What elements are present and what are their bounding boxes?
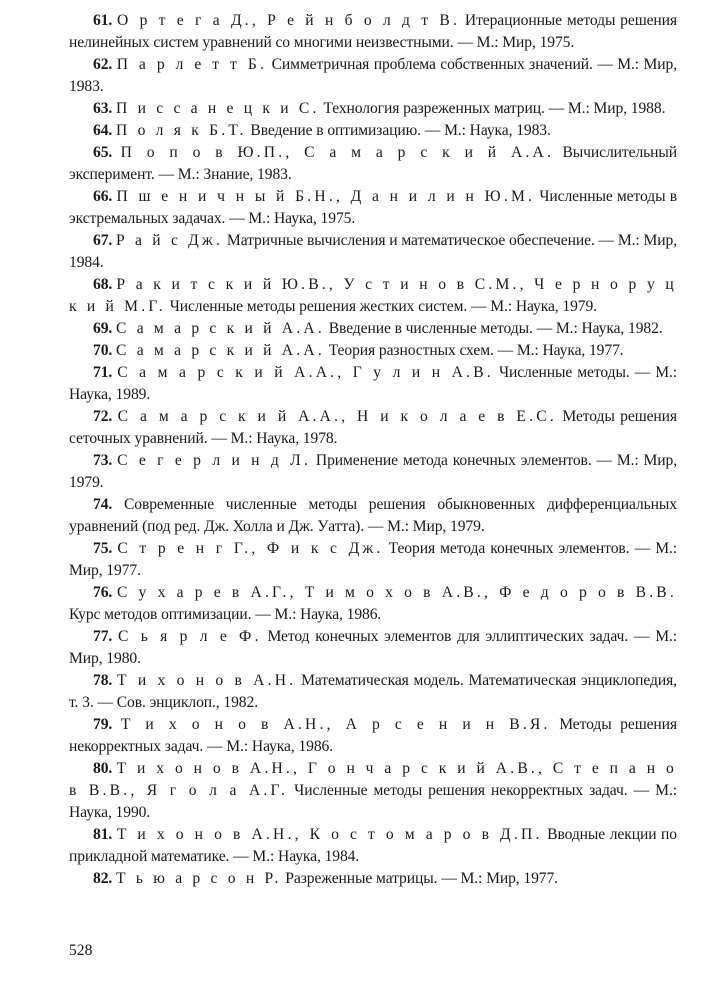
- reference-number: 75.: [93, 540, 113, 557]
- reference-entry: [69, 670, 677, 714]
- reference-number: 68.: [93, 276, 113, 293]
- reference-authors: С а м а р с к и й А.А., Н и к о л а е в Е.С.: [117, 408, 557, 425]
- reference-text: Вычислительный эксперимент. — М.: Знание, 1983.: [69, 144, 677, 183]
- reference-text: Симметричная проблема собственных значений. — М.: Мир, 1983.: [69, 56, 677, 95]
- reference-authors: Т и х о н о в А.Н., А р с е н и н В.Я.: [120, 716, 551, 733]
- reference-text: Технология разреженных матриц. — М.: Мир, 1988.: [319, 100, 666, 117]
- reference-text: Курс методов оптимизации. — М.: Наука, 1986.: [69, 606, 382, 623]
- reference-text: Численные методы. — М.: Наука, 1989.: [69, 364, 677, 403]
- page-number: 528: [69, 942, 93, 959]
- reference-entry: [69, 98, 677, 120]
- reference-entry: [69, 340, 677, 362]
- reference-number: 71.: [93, 364, 113, 381]
- reference-entry: [69, 824, 677, 868]
- reference-text: Разреженные матрицы. — М.: Мир, 1977.: [281, 870, 558, 887]
- reference-authors: Р а к и т с к и й Ю.В., У с т и н о в С.М., Ч е р н о р у ц к и й М.Г.: [69, 276, 677, 315]
- reference-text: Методы решения некорректных задач. — М.: Наука, 1986.: [69, 716, 677, 755]
- reference-entry: [69, 450, 677, 494]
- reference-entry: [69, 758, 677, 824]
- reference-number: 73.: [93, 452, 113, 469]
- reference-authors: С т р е н г Г., Ф и к с Дж.: [117, 540, 384, 557]
- reference-authors: С а м а р с к и й А.А.: [116, 342, 325, 359]
- reference-authors: Т и х о н о в А.Н.: [117, 672, 297, 689]
- reference-text: Итерационные методы решения нелинейных систем уравнений со многими неизвестными. — М.: Мир, 1975.: [69, 12, 677, 51]
- reference-authors: О р т е г а Д., Р е й н б о л д т В.: [117, 12, 461, 29]
- reference-text: Современные численные методы решения обыкновенных дифференциальных уравнений (под ред. Дж. Холла и Дж. Уатта). — М.: Мир, 1979.: [69, 496, 677, 535]
- reference-number: 61.: [93, 12, 113, 29]
- reference-number: 69.: [93, 320, 113, 337]
- reference-authors: П о п о в Ю.П., С а м а р с к и й А.А.: [120, 144, 555, 161]
- reference-number: 64.: [93, 122, 113, 139]
- reference-entry: [69, 230, 677, 274]
- reference-entry: [69, 714, 677, 758]
- reference-number: 80.: [93, 760, 113, 777]
- reference-entry: [69, 318, 677, 340]
- reference-number: 78.: [93, 672, 113, 689]
- reference-text: Метод конечных элементов для эллиптических задач. — М.: Мир, 1980.: [69, 628, 677, 667]
- reference-number: 79.: [93, 716, 113, 733]
- reference-text: Введение в оптимизацию. — М.: Наука, 1983.: [246, 122, 551, 139]
- reference-authors: Т и х о н о в А.Н., Г о н ч а р с к и й А.В., С т е п а н о в В.В., Я г о л а А.Г.: [69, 760, 677, 799]
- reference-number: 76.: [93, 584, 113, 601]
- reference-entry: [69, 626, 677, 670]
- reference-entry: [69, 54, 677, 98]
- reference-number: 82.: [93, 870, 113, 887]
- reference-authors: П ш е н и ч н ы й Б.Н., Д а н и л и н Ю.М.: [116, 188, 536, 205]
- reference-entry: [69, 406, 677, 450]
- reference-authors: П а р л е т т Б.: [116, 56, 268, 73]
- reference-entry: [69, 494, 677, 538]
- reference-text: Методы решения сеточных уравнений. — М.: Наука, 1978.: [69, 408, 677, 447]
- reference-number: 74.: [93, 496, 113, 513]
- reference-text: Применение метода конечных элементов. — М.: Мир, 1979.: [69, 452, 677, 491]
- reference-authors: С е г е р л и н д Л.: [117, 452, 312, 469]
- reference-text: Численные методы решения некорректных задач. — М.: Наука, 1990.: [69, 782, 677, 821]
- reference-authors: С а м а р с к и й А.А.: [116, 320, 325, 337]
- reference-text: Математическая модель. Математическая энциклопедия, т. 3. — Сов. энциклоп., 1982.: [69, 672, 677, 711]
- reference-number: 72.: [93, 408, 113, 425]
- reference-entry: [69, 10, 677, 54]
- reference-authors: Т и х о н о в А.Н., К о с т о м а р о в Д.П.: [116, 826, 543, 843]
- reference-entry: [69, 868, 677, 890]
- reference-authors: С а м а р с к и й А.А., Г у л и н А.В.: [117, 364, 494, 381]
- reference-text: Теория разностных схем. — М.: Наука, 1977.: [324, 342, 624, 359]
- reference-entry: [69, 142, 677, 186]
- reference-entry: [69, 274, 677, 318]
- reference-text: Вводные лекции по прикладной математике. — М.: Наука, 1984.: [69, 826, 677, 865]
- reference-text: Теория метода конечных элементов. — М.: Мир, 1977.: [69, 540, 678, 579]
- reference-number: 77.: [93, 628, 113, 645]
- reference-number: 66.: [93, 188, 113, 205]
- reference-entry: [69, 186, 677, 230]
- reference-authors: Т ь ю а р с о н Р.: [116, 870, 282, 887]
- reference-number: 62.: [93, 56, 113, 73]
- reference-number: 81.: [93, 826, 113, 843]
- reference-list: [69, 10, 677, 890]
- reference-authors: Р а й с Дж.: [116, 232, 224, 249]
- reference-number: 67.: [93, 232, 113, 249]
- reference-authors: С у х а р е в А.Г., Т и м о х о в А.В., Ф е д о р о в В.В.: [116, 584, 677, 601]
- reference-text: Матричные вычисления и математическое обеспечение. — М.: Мир, 1984.: [69, 232, 677, 271]
- reference-authors: С ь я р л е Ф.: [118, 628, 262, 645]
- reference-number: 70.: [93, 342, 113, 359]
- reference-authors: П о л я к Б.Т.: [116, 122, 247, 139]
- reference-text: Численные методы решения жестких систем. — М.: Наука, 1979.: [165, 298, 597, 315]
- reference-text: Численные методы в экстремальных задачах. — М.: Наука, 1975.: [69, 188, 677, 227]
- reference-authors: П и с с а н е ц к и С.: [116, 100, 320, 117]
- reference-number: 63.: [93, 100, 113, 117]
- reference-entry: [69, 582, 677, 626]
- reference-entry: [69, 538, 677, 582]
- reference-entry: [69, 120, 677, 142]
- reference-entry: [69, 362, 677, 406]
- reference-text: Введение в численные методы. — М.: Наука, 1982.: [324, 320, 663, 337]
- reference-number: 65.: [93, 144, 113, 161]
